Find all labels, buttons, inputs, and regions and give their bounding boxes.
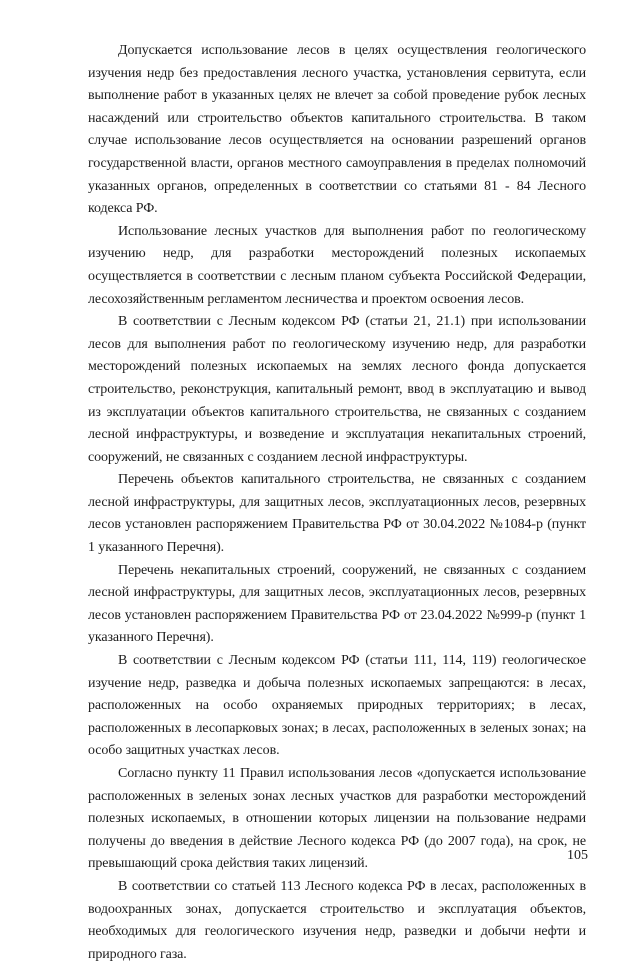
paragraph: В соответствии с Лесным кодексом РФ (статьи 111, 114, 119) геологическое изучение недр, разведка и добыча полезных ископаемых запрещаются: в лесах, расположенных на особо охраняемых природных территориях; в лесах, расположенных в лесопарковых зонах; в лесах, расположенных в зеленых зонах; на особо защитных участках лесов. xyxy=(88,653,586,759)
page-number: 105 xyxy=(567,848,588,863)
paragraph: В соответствии с Лесным кодексом РФ (статьи 21, 21.1) при использовании лесов для выполнения работ по геологическому изучению недр, для разработки месторождений полезных ископаемых на землях лесного фонда допускается строительство, реконструкция, капитальный ремонт, ввод в эксплуатацию и вывод из эксплуатации объектов капитального строительства, не связанных с созданием лесной инфраструктуры, и возведение и эксплуатация некапитальных строений, сооружений, не связанных с созданием лесной инфраструктуры. xyxy=(88,314,586,465)
paragraph: В соответствии со статьей 113 Лесного кодекса РФ в лесах, расположенных в водоохранных зонах, допускается строительство и эксплуатация объектов, необходимых для геологического изучения недр, разведки и добычи нефти и природного газа. xyxy=(88,878,586,962)
paragraph: Допускается использование лесов в целях осуществления геологического изучения недр без предоставления лесного участка, установления сервитута, если выполнение работ в указанных целях не влечет за собой проведение рубок лесных насаждений или строительство объектов капитального строительства. В таком случае использование лесов осуществляется на основании разрешений органов государственной власти, органов местного самоуправления в пределах полномочий указанных органов, определенных в соответствии со статьями 81 - 84 Лесного кодекса РФ. xyxy=(88,43,586,217)
body-text xyxy=(88,40,586,966)
paragraph: Перечень объектов капитального строительства, не связанных с созданием лесной инфраструктуры, для защитных лесов, эксплуатационных лесов, резервных лесов установлен распоряжением Правительства РФ от 30.04.2022 №1084-р (пункт 1 указанного Перечня). xyxy=(88,472,586,556)
paragraph: Перечень некапитальных строений, сооружений, не связанных с созданием лесной инфраструктуры, для защитных лесов, эксплуатационных лесов, резервных лесов установлен распоряжением Правительства РФ от 23.04.2022 №999-р (пункт 1 указанного Перечня). xyxy=(88,562,586,646)
paragraph: Использование лесных участков для выполнения работ по геологическому изучению недр, для разработки месторождений полезных ископаемых осуществляется в соответствии с лесным планом субъекта Российской Федерации, лесохозяйственным регламентом лесничества и проектом освоения лесов. xyxy=(88,223,586,307)
paragraph: Согласно пункту 11 Правил использования лесов «допускается использование расположенных в зеленых зонах лесных участков для разработки месторождений полезных ископаемых, в отношении которых лицензии на пользование недрами получены до введения в действие Лесного кодекса РФ (до 2007 года), на срок, не превышающий срока действия таких лицензий. xyxy=(88,766,586,872)
